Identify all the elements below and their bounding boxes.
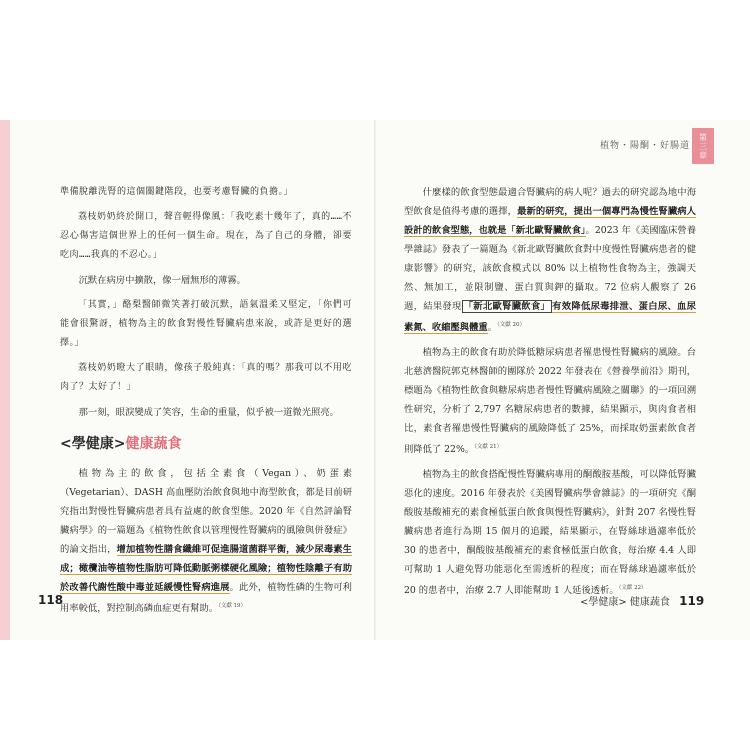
page-edge-stripe bbox=[0, 120, 10, 640]
footer-section-label: <學健康> 健康蔬食 bbox=[580, 597, 670, 608]
highlighted-text: 有效降低尿毒排泄、蛋白尿、血尿素氮、收縮壓與體重 bbox=[404, 301, 696, 334]
heading-accent: 健康蔬食 bbox=[125, 436, 182, 452]
boxed-term: 「新北歐腎臟飲食」 bbox=[463, 301, 551, 312]
left-page-number: 118 bbox=[38, 593, 64, 607]
section-heading bbox=[60, 434, 352, 454]
right-footer bbox=[580, 593, 704, 608]
paragraph bbox=[60, 464, 352, 618]
left-page-body bbox=[60, 183, 352, 624]
right-page-number: 119 bbox=[679, 594, 705, 608]
text-run: 。此外，植物性磷的生物可利用率較低，對控制高磷血症更有幫助。 bbox=[60, 582, 352, 615]
citation-ref: （文獻 21） bbox=[474, 444, 503, 451]
chapter-tab: 第三章 bbox=[692, 128, 714, 164]
highlighted-text: 最新的研究，提出一個專門為慢性腎臟病人設計的飲食型態，也就是「新北歐腎臟飲食」 bbox=[404, 206, 696, 236]
text-run: 植物為主的飲食，包括全素食（Vegan）、奶蛋素（Vegetarian）、DASH 高血壓防治飲食與地中海型飲食，都是目前研究指出對慢性腎臟病患者具有益處的飲食型態。2020 年《自然評論腎臟病學》的一篇題為《植物性飲食以管理慢性腎臟病的風險與併發症》的論文指出， bbox=[60, 468, 352, 555]
right-page-body bbox=[404, 183, 696, 606]
paragraph: 荔枝奶奶瞪大了眼睛，像孩子般純真：「真的嗎？那我可以不用吃肉了？太好了！」 bbox=[60, 363, 352, 392]
text-run: 。2023 年《美國臨床營養學雜誌》發表了一篇題為《新北歐腎臟飲食對中度慢性腎臟病患者的健康影響》的研究，該飲食模式以 80% 以上植物性食物為主，強調天然、無加工，並限制鹽、蛋白質與鉀的攝取。72 位病人觀察了 26 週，結果發現 bbox=[404, 225, 696, 312]
paragraph: 準備脫離洗腎的這個關鍵階段，也要考慮腎臟的負擔。」 bbox=[60, 187, 294, 197]
book-gutter bbox=[374, 120, 376, 640]
citation-ref: （文獻 19） bbox=[218, 603, 247, 609]
text-run: 。 bbox=[487, 322, 497, 334]
paragraph: 那一刻，眼淚變成了笑容，生命的重量，似乎被一道微光照亮。 bbox=[78, 407, 339, 418]
paragraph: 荔枝奶奶終於開口，聲音輕得像風：「我吃素十幾年了，真的……不忍心傷害這個世界上的任何一個生命。現在，為了自己的身體，卻要吃肉……我真的不忍心。」 bbox=[60, 212, 352, 260]
paragraph bbox=[404, 183, 696, 337]
paragraph bbox=[404, 465, 696, 600]
text-run: 植物為主的飲食搭配慢性腎臟病專用的酮酸胺基酸，可以降低腎臟惡化的速度。2016 年發表於《美國腎臟病學會雜誌》的一項研究《酮酸胺基酸補充的素食極低蛋白飲食與慢性腎臟病》，針對 207 名慢性腎臟病患者進行為期 15 個月的追蹤，結果顯示，在腎絲球過濾率低於 30 的患者中，酮酸胺基酸補充的素食極低蛋白飲食，每治療 4.4 人即可幫助 1 人避免腎功能惡化至需透析的程度；而在腎絲球過濾率低於 20 的患者中，治療 2.7 人即能幫助 1 人延後透析。 bbox=[404, 469, 696, 597]
citation-ref: （文獻 20） bbox=[497, 322, 525, 328]
citation-ref: （文獻 22） bbox=[618, 585, 647, 592]
highlighted-text: 增加植物性膳食纖維可促進腸道菌群平衡，減少尿毒素生成；橄欖油等植物性脂肪可降低動脈粥樣硬化風險；植物性陰離子有助於改善代謝性酸中毒並延緩慢性腎病進展 bbox=[60, 544, 352, 593]
heading-prefix: <學健康> bbox=[60, 436, 126, 452]
text-run: 什麼樣的飲食型態最適合腎臟病的病人呢？過去的研究認為地中海型飲食是值得考慮的選擇， bbox=[404, 187, 696, 217]
text-run: 植物為主的飲食有助於降低糖尿病患者罹患慢性腎臟病的風險。台北慈濟醫院郭克林醫師的團隊於 2022 年發表在《營養學前沿》期刊，標題為《植物性飲食與糖尿病患者慢性腎臟病風險之關聯》的一項回溯性研究，分析了 2,797 名糖尿病患者的數據，結果顯示，與肉食者相比，素食者罹患慢性腎臟病的風險降低了 25%，而採取奶蛋素飲食者則降低了 22%。 bbox=[404, 347, 696, 456]
running-header: 植物・陽酮・好腸道 bbox=[599, 141, 690, 151]
paragraph: 沉默在病房中擴散，像一層無形的薄霧。 bbox=[78, 275, 246, 286]
paragraph bbox=[404, 343, 696, 459]
paragraph: 「其實，」酪梨醫師微笑著打破沉默，語氣溫柔又堅定，「你們可能會很驚訝，植物為主的飲食對慢性腎臟病患來說，或許是更好的選擇。」 bbox=[60, 300, 352, 348]
